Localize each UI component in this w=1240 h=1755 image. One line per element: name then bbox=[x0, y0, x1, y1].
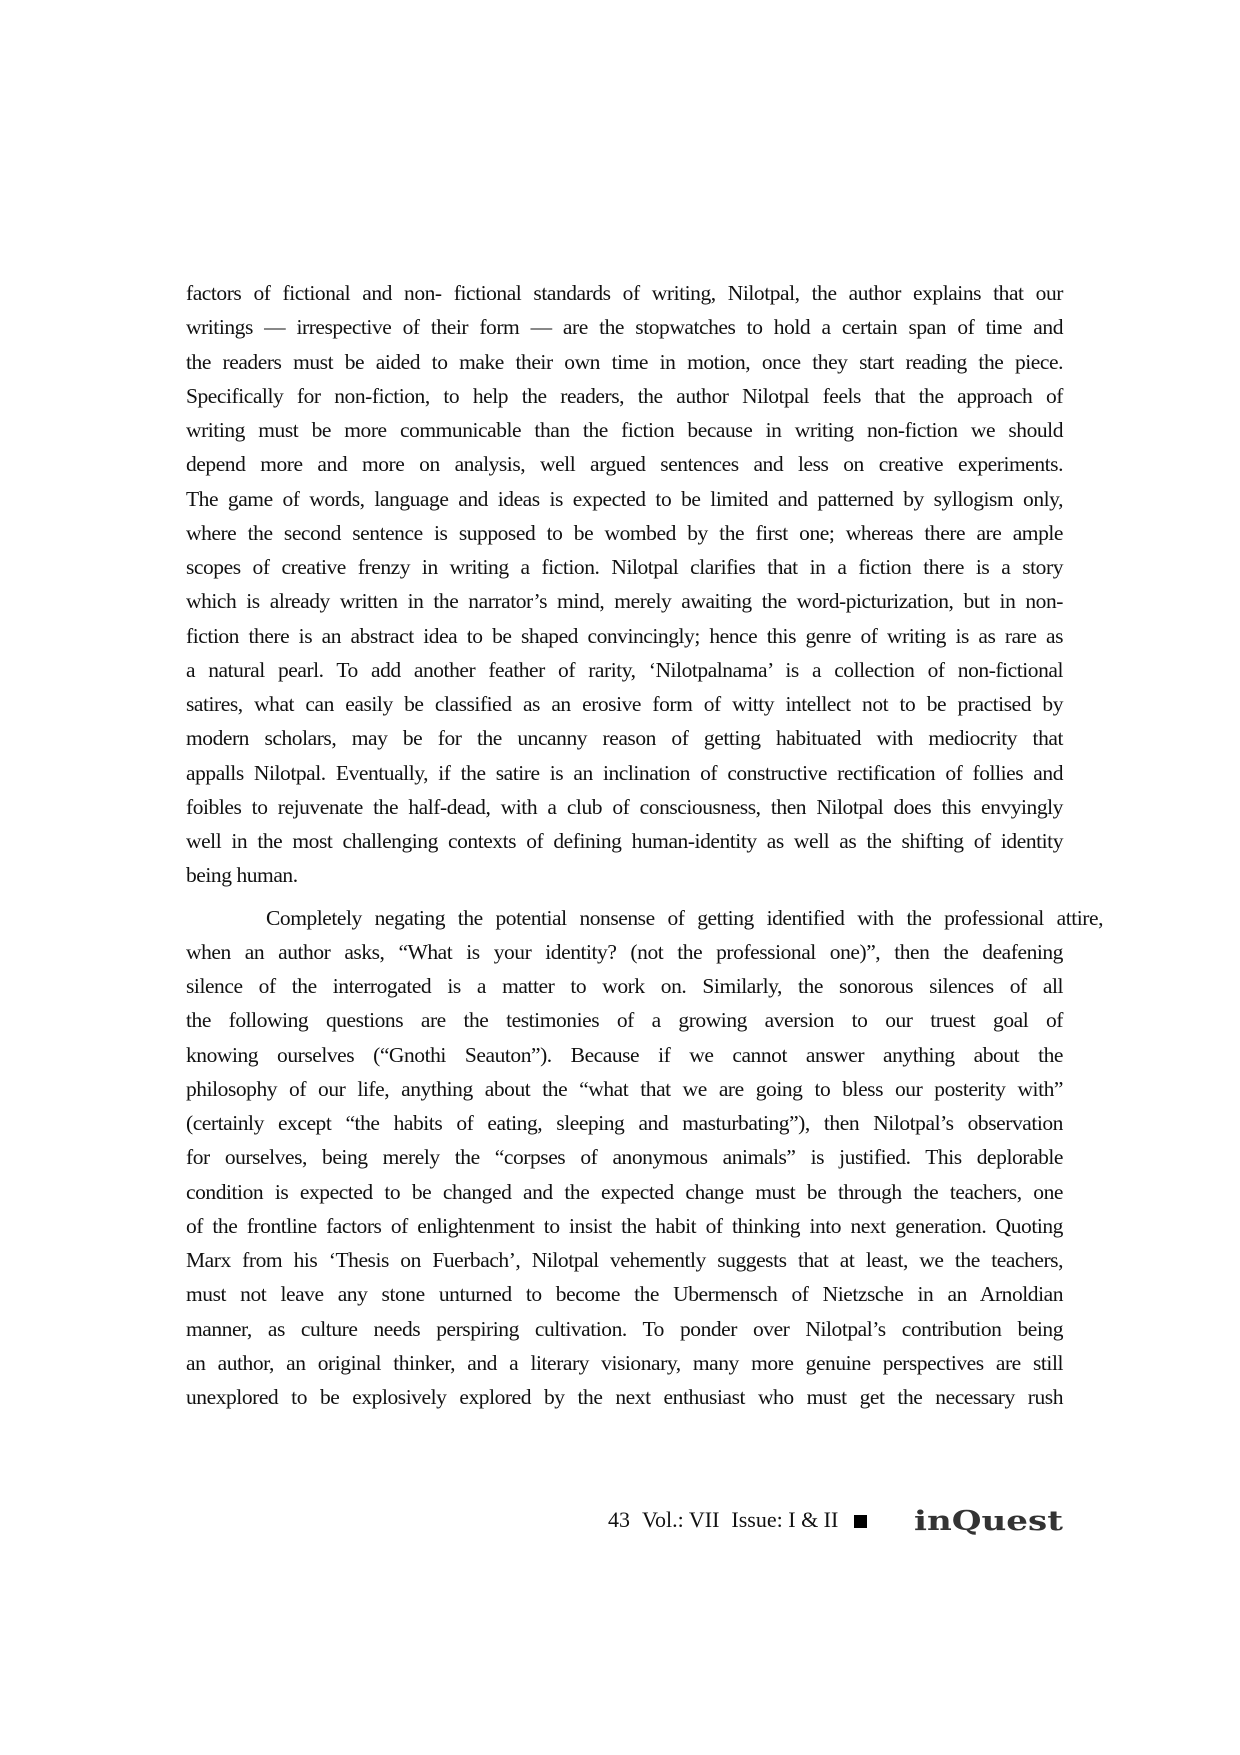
text-line bbox=[186, 550, 1063, 584]
text-line bbox=[186, 379, 1063, 413]
text-line bbox=[186, 1312, 1063, 1346]
text-line bbox=[186, 1003, 1063, 1037]
text-line-content: manner, as culture needs perspiring cultivation. To ponder over Nilotpal’s contribution being bbox=[186, 1316, 1063, 1341]
paragraph bbox=[186, 901, 1103, 1415]
text-line-content: writings — irrespective of their form — are the stopwatches to hold a certain span of time and bbox=[186, 315, 1063, 340]
text-line-content: where the second sentence is supposed to be wombed by the first one; whereas there are ample bbox=[186, 520, 1063, 545]
text-line bbox=[186, 1209, 1063, 1243]
text-line-content: scopes of creative frenzy in writing a fiction. Nilotpal clarifies that in a fiction there is a story bbox=[186, 555, 1063, 579]
text-line bbox=[186, 447, 1063, 481]
text-line-content: modern scholars, may be for the uncanny reason of getting habituated with mediocrity that bbox=[186, 726, 1063, 751]
text-line bbox=[186, 1072, 1063, 1106]
text-line-content: being human. bbox=[186, 863, 298, 888]
volume-label: Vol.: VII bbox=[642, 1507, 720, 1532]
text-line-content: knowing ourselves (“Gnothi Seauton”). Because if we cannot answer anything about the bbox=[186, 1042, 1063, 1067]
text-line-content: (certainly except “the habits of eating, sleeping and masturbating”), then Nilotpal’s observation bbox=[186, 1111, 1063, 1135]
inquest-logo bbox=[913, 1503, 1065, 1537]
text-line bbox=[186, 1243, 1063, 1277]
text-line bbox=[186, 413, 1063, 447]
text-line-content: the readers must be aided to make their own time in motion, once they start reading the piece. bbox=[186, 349, 1063, 374]
issue-label: Issue: I & II bbox=[731, 1507, 839, 1532]
article-body bbox=[186, 276, 1103, 1414]
text-line-content: condition is expected to be changed and the expected change must be through the teachers, one bbox=[186, 1179, 1063, 1204]
text-line-content: for ourselves, being merely the “corpses of anonymous animals” is justified. This deplorable bbox=[186, 1145, 1063, 1170]
text-line bbox=[186, 969, 1063, 1003]
text-line-content: the following questions are the testimonies of a growing aversion to our truest goal of bbox=[186, 1008, 1063, 1033]
text-line-content: when an author asks, “What is your identity? (not the professional one)”, then the deafening bbox=[186, 939, 1063, 964]
text-line-content: depend more and more on analysis, well argued sentences and less on creative experiments. bbox=[186, 452, 1063, 477]
text-line bbox=[186, 858, 1063, 892]
page-number: 43 bbox=[608, 1507, 630, 1532]
text-line-content: writing must be more communicable than the fiction because in writing non-fiction we should bbox=[186, 418, 1063, 442]
inquest-logo-graphic bbox=[913, 1503, 1065, 1537]
text-line bbox=[186, 653, 1063, 687]
text-line bbox=[186, 790, 1063, 824]
text-line bbox=[186, 516, 1063, 550]
text-line bbox=[186, 756, 1063, 790]
text-line-content: silence of the interrogated is a matter to work on. Similarly, the sonorous silences of all bbox=[186, 974, 1063, 998]
text-line bbox=[186, 482, 1063, 516]
text-line-content: which is already written in the narrator’s mind, merely awaiting the word-picturization, but in non- bbox=[186, 589, 1063, 614]
text-line bbox=[186, 687, 1063, 721]
text-line bbox=[186, 1277, 1063, 1311]
text-line-content: Marx from his ‘Thesis on Fuerbach’, Nilotpal vehemently suggests that at least, we the teachers, bbox=[186, 1248, 1063, 1272]
black-square-icon bbox=[854, 1515, 867, 1528]
logo-wordmark: inQuest bbox=[914, 1506, 1064, 1537]
text-line bbox=[186, 901, 1103, 935]
page-footer bbox=[608, 1503, 891, 1537]
text-line bbox=[186, 276, 1063, 310]
text-line-content: a natural pearl. To add another feather of rarity, ‘Nilotpalnama’ is a collection of non-fictional bbox=[186, 657, 1063, 682]
text-line bbox=[186, 935, 1063, 969]
text-line bbox=[186, 1175, 1063, 1209]
text-line bbox=[186, 1038, 1063, 1072]
text-line bbox=[186, 1380, 1063, 1414]
text-line-content: factors of fictional and non- fictional standards of writing, Nilotpal, the author explains that our bbox=[186, 281, 1063, 305]
text-line bbox=[186, 584, 1063, 618]
text-line-content: of the frontline factors of enlightenment to insist the habit of thinking into next generation. Quoting bbox=[186, 1213, 1063, 1238]
text-line-content: unexplored to be explosively explored by the next enthusiast who must get the necessary rush bbox=[186, 1385, 1063, 1409]
text-line-content: Specifically for non-fiction, to help the readers, the author Nilotpal feels that the approach of bbox=[186, 383, 1063, 408]
text-line-content: must not leave any stone unturned to become the Ubermensch of Nietzsche in an Arnoldian bbox=[186, 1282, 1063, 1307]
text-line bbox=[186, 1140, 1063, 1174]
text-line-content: fiction there is an abstract idea to be shaped convincingly; hence this genre of writing is as rare as bbox=[186, 623, 1063, 648]
text-line-content: foibles to rejuvenate the half-dead, with a club of consciousness, then Nilotpal does this envyingly bbox=[186, 794, 1063, 819]
text-line bbox=[186, 824, 1063, 858]
text-line-content: The game of words, language and ideas is expected to be limited and patterned by syllogism only, bbox=[186, 486, 1063, 511]
text-line-content: satires, what can easily be classified as an erosive form of witty intellect not to be practised by bbox=[186, 692, 1063, 716]
text-line bbox=[186, 310, 1063, 344]
text-line bbox=[186, 345, 1063, 379]
text-line-content: an author, an original thinker, and a literary visionary, many more genuine perspectives are still bbox=[186, 1350, 1063, 1375]
text-line bbox=[186, 1346, 1063, 1380]
text-line-content: appalls Nilotpal. Eventually, if the satire is an inclination of constructive rectification of follies and bbox=[186, 760, 1063, 785]
text-line-content: well in the most challenging contexts of defining human-identity as well as the shifting of identity bbox=[186, 829, 1063, 853]
text-line-content: Completely negating the potential nonsense of getting identified with the professional attire, bbox=[266, 905, 1103, 930]
text-line bbox=[186, 619, 1063, 653]
paragraph bbox=[186, 276, 1063, 893]
text-line bbox=[186, 721, 1063, 755]
text-line-content: philosophy of our life, anything about the “what that we are going to bless our posterity with” bbox=[186, 1076, 1063, 1101]
text-line bbox=[186, 1106, 1063, 1140]
